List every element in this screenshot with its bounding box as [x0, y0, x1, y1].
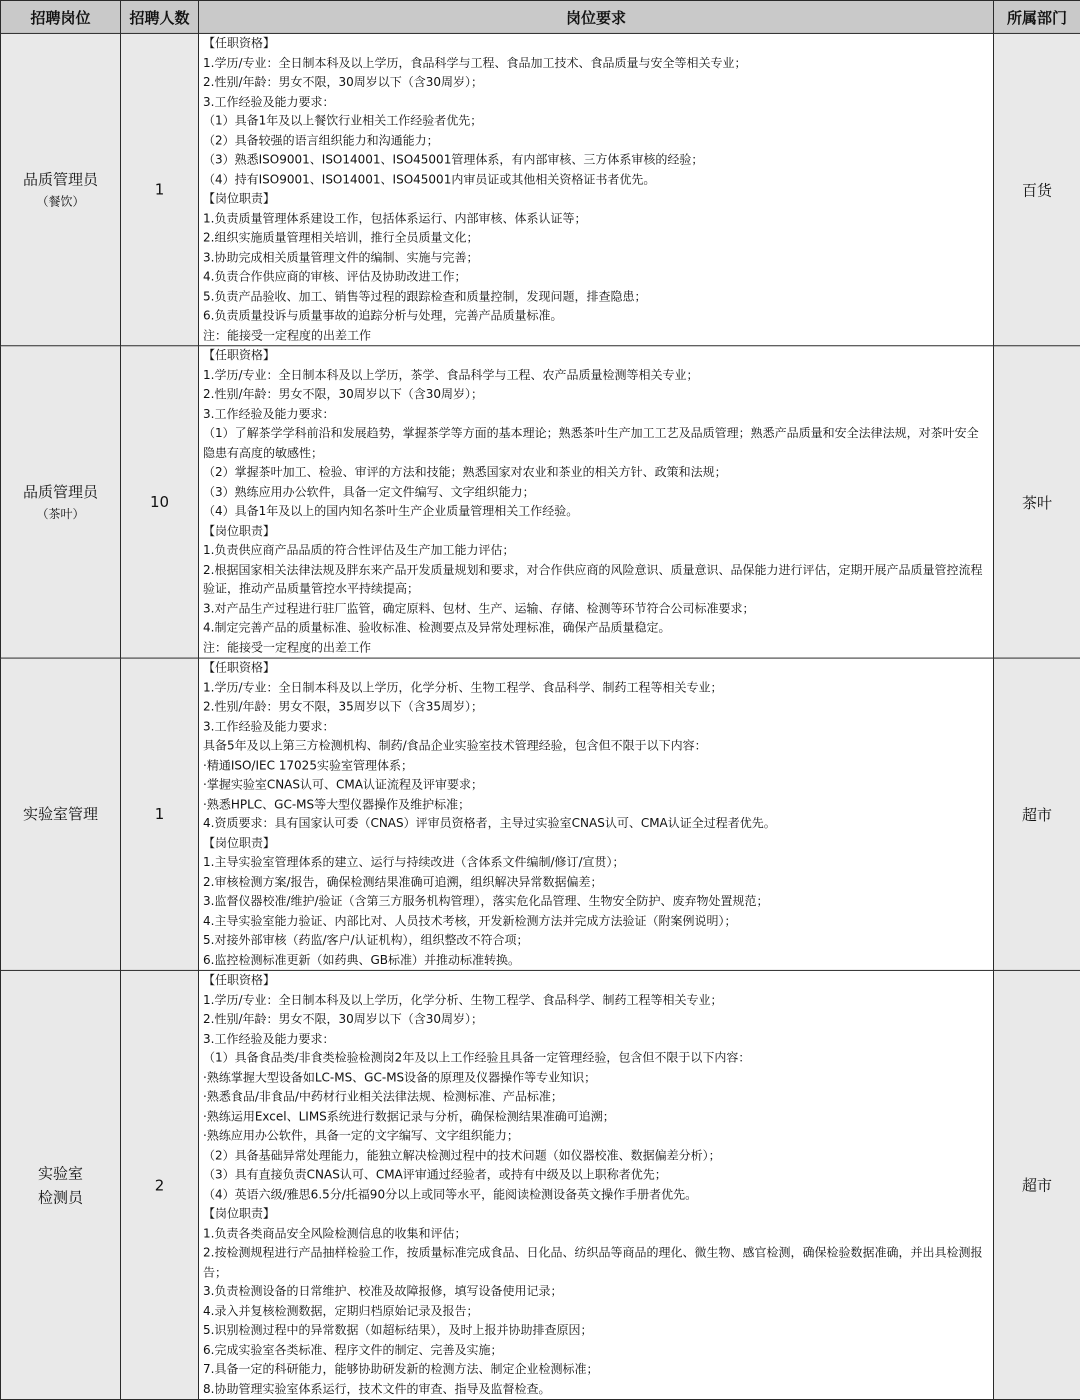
requirements-cell: 【任职资格】 1.学历/专业：全日制本科及以上学历，化学分析、生物工程学、食品科学、制药工程等相关专业； 2.性别/年龄：男女不限，30周岁以下（含30周岁）； 3.工作经验及能力要求： （1）具备食品类/非食类检验检测岗2年及以上工作经验且具备一定管理经验，包含但不限于以下内容： ·熟练掌握大型设备如LC-MS、GC-MS设备的原理及仪器操作等专业知识； ·熟悉食品/非食品/中药材行业相关法律法规、检测标准、产品标准； ·熟练运用Excel、LIMS系统进行数据记录与分析，确保检测结果准确可追溯； ·熟练应用办公软件，具备一定的文字编写、文字组织能力； （2）具备基础异常处理能力，能独立解决检测过程中的技术问题（如仪器校准、数据偏差分析）； （3）具有直接负责CNAS认可、CMA评审通过经验者，或持有中级及以上职称者优先； （4）英语六级/雅思6.5分/托福90分以上或同等水平，能阅读检测设备英文操作手册者优先。 【岗位职责】 1.负责各类商品安全风险检测信息的收集和评估； 2.按检测规程进行产品抽样检验工作，按质量标准完成食品、日化品、纺织品等商品的理化、微生物、感官检测，确保检验数据准确，并出具检测报告； 3.负责检测设备的日常维护、校准及故障报修，填写设备使用记录； 4.录入并复核检测数据，定期归档原始记录及报告； 5.识别检测过程中的异常数据（如超标结果），及时上报并协助排查原因； 6.完成实验室各类标准、程序文件的制定、完善及实施； 7.具备一定的科研能力，能够协助研发新的检测方法、制定企业检测标准； 8.协助管理实验室体系运行，技术文件的审查、指导及监督检查。	[199, 970, 994, 1399]
headcount-cell: 1	[121, 33, 199, 345]
table-row	[1, 33, 1080, 345]
headcount-cell: 10	[121, 346, 199, 658]
department-cell: 茶叶	[994, 346, 1080, 658]
position-cell	[1, 970, 121, 1399]
position-title: 品质管理员	[22, 170, 98, 189]
requirements-cell: 【任职资格】 1.学历/专业：全日制本科及以上学历，茶学、食品科学与工程、农产品质量检测等相关专业； 2.性别/年龄：男女不限，30周岁以下（含30周岁）； 3.工作经验及能力要求： （1）了解茶学学科前沿和发展趋势，掌握茶学等方面的基本理论；熟悉茶叶生产加工工艺及品质管理；熟悉产品质量和安全法律法规，对茶叶安全隐患有高度的敏感性； （2）掌握茶叶加工、检验、审评的方法和技能；熟悉国家对农业和茶业的相关方针、政策和法规； （3）熟练应用办公软件，具备一定文件编写、文字组织能力； （4）具备1年及以上的国内知名茶叶生产企业质量管理相关工作经验。 【岗位职责】 1.负责供应商产品品质的符合性评估及生产加工能力评估； 2.根据国家相关法律法规及胖东来产品开发质量规划和要求，对合作供应商的风险意识、质量意识、品保能力进行评估，定期开展产品质量管控流程验证，推动产品质量管控水平持续提高； 3.对产品生产过程进行驻厂监管，确定原料、包材、生产、运输、存储、检测等环节符合公司标准要求； 4.制定完善产品的质量标准、验收标准、检测要点及异常处理标准，确保产品质量稳定。 注：能接受一定程度的出差工作	[199, 346, 994, 658]
department-cell: 超市	[994, 970, 1080, 1399]
position-title: 品质管理员	[22, 482, 98, 501]
position-cell	[1, 346, 121, 658]
position-title-line2: 检测员	[37, 1187, 83, 1206]
header-row	[1, 0, 1080, 33]
requirements-cell: 【任职资格】 1.学历/专业：全日制本科及以上学历，化学分析、生物工程学、食品科学、制药工程等相关专业； 2.性别/年龄：男女不限，35周岁以下（含35周岁）； 3.工作经验及能力要求： 具备5年及以上第三方检测机构、制药/食品企业实验室技术管理经验，包含但不限于以下内容： ·精通ISO/IEC 17025实验室管理体系； ·掌握实验室CNAS认可、CMA认证流程及评审要求； ·熟悉HPLC、GC-MS等大型仪器操作及维护标准； 4.资质要求：具有国家认可委（CNAS）评审员资格者，主导过实验室CNAS认可、CMA认证全过程者优先。 【岗位职责】 1.主导实验室管理体系的建立、运行与持续改进（含体系文件编制/修订/宣贯）； 2.审核检测方案/报告，确保检测结果准确可追溯，组织解决异常数据偏差； 3.监督仪器校准/维护/验证（含第三方服务机构管理），落实危化品管理、生物安全防护、废弃物处置规范； 4.主导实验室能力验证、内部比对、人员技术考核，开发新检测方法并完成方法验证（附案例说明）； 5.对接外部审核（药监/客户/认证机构），组织整改不符合项； 6.监控检测标准更新（如药典、GB标准）并推动标准转换。	[199, 658, 994, 970]
department-cell: 百货	[994, 33, 1080, 345]
table-row	[1, 658, 1080, 970]
requirements-cell: 【任职资格】 1.学历/专业：全日制本科及以上学历，食品科学与工程、食品加工技术、食品质量与安全等相关专业； 2.性别/年龄：男女不限，30周岁以下（含30周岁）； 3.工作经验及能力要求： （1）具备1年及以上餐饮行业相关工作经验者优先； （2）具备较强的语言组织能力和沟通能力； （3）熟悉ISO9001、ISO14001、ISO45001管理体系，有内部审核、三方体系审核的经验； （4）持有ISO9001、ISO14001、ISO45001内审员证或其他相关资格证书者优先。 【岗位职责】 1.负责质量管理体系建设工作，包括体系运行、内部审核、体系认证等； 2.组织实施质量管理相关培训，推行全员质量文化； 3.协助完成相关质量管理文件的编制、实施与完善； 4.负责合作供应商的审核、评估及协助改进工作； 5.负责产品验收、加工、销售等过程的跟踪检查和质量控制，发现问题，排查隐患； 6.负责质量投诉与质量事故的追踪分析与处理，完善产品质量标准。 注：能接受一定程度的出差工作	[199, 33, 994, 345]
position-title: 实验室管理	[22, 805, 98, 824]
position-cell	[1, 33, 121, 345]
headcount-cell: 2	[121, 970, 199, 1399]
position-subtitle: （餐饮）	[36, 194, 85, 209]
header-position: 招聘岗位	[1, 0, 121, 33]
table-row	[1, 346, 1080, 658]
position-title: 实验室	[37, 1164, 83, 1182]
position-subtitle: （茶叶）	[36, 506, 85, 521]
header-count: 招聘人数	[121, 0, 199, 33]
department-cell: 超市	[994, 658, 1080, 970]
position-cell	[1, 658, 121, 970]
header-department: 所属部门	[994, 0, 1080, 33]
header-requirements: 岗位要求	[199, 0, 994, 33]
table-row	[1, 970, 1080, 1399]
headcount-cell: 1	[121, 658, 199, 970]
